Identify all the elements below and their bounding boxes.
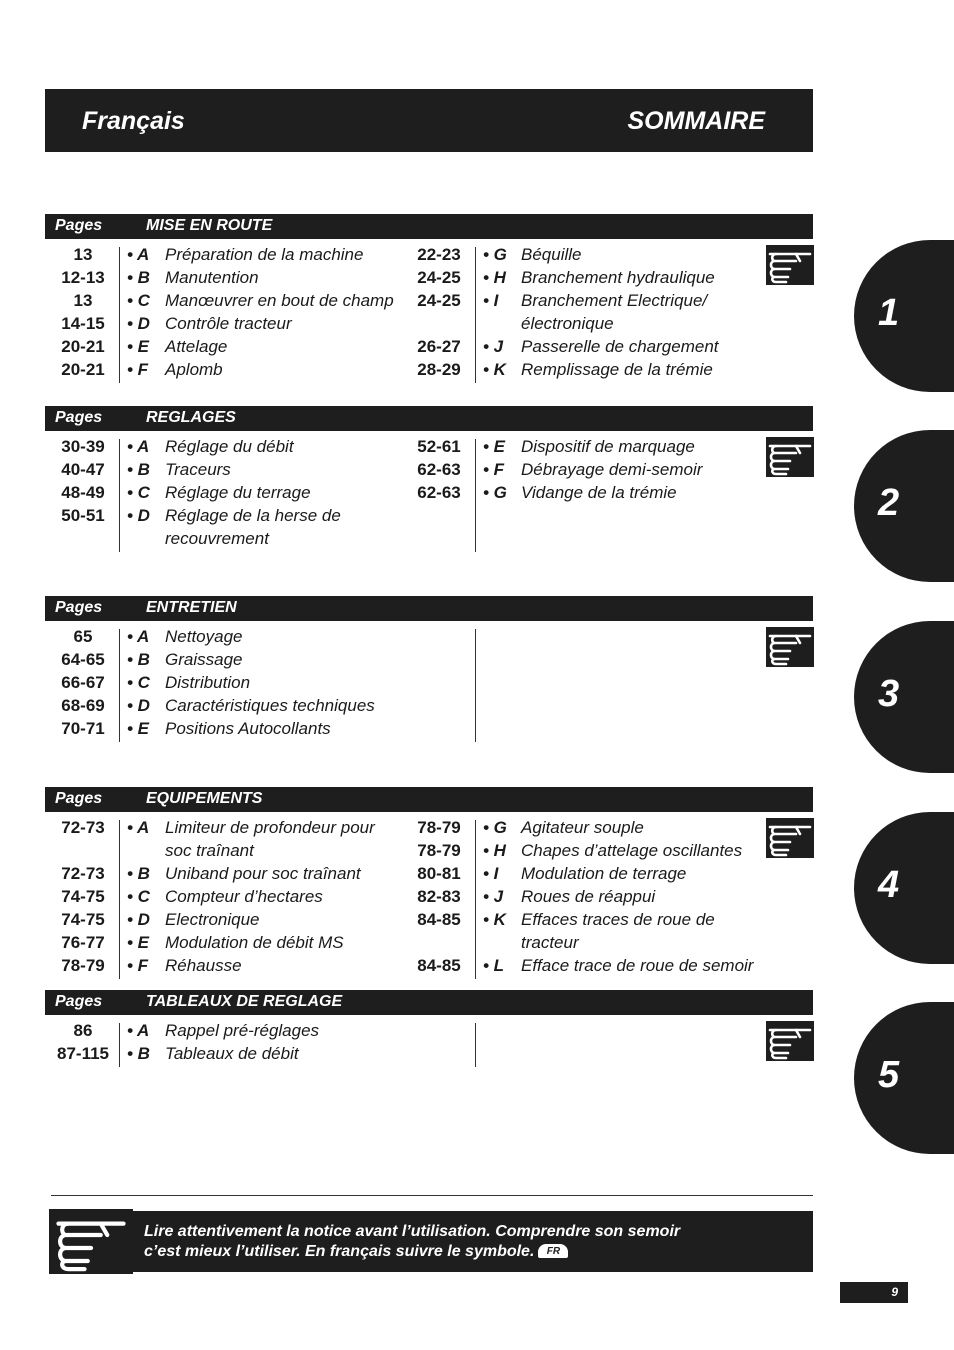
section-title: ENTRETIEN <box>146 599 237 616</box>
pointing-hand-icon <box>49 1209 133 1274</box>
page-range: 72-73 <box>61 864 105 883</box>
pages-label: Pages <box>55 409 103 426</box>
item-letter: • A <box>127 245 150 264</box>
page-number-box <box>840 1282 908 1303</box>
section-title: MISE EN ROUTE <box>146 217 273 234</box>
page-range: 80-81 <box>417 864 461 883</box>
item-label: Tableaux de débit <box>165 1044 299 1063</box>
item-label: Roues de réappui <box>521 887 656 906</box>
item-label: Branchement Electrique/ <box>521 291 708 310</box>
page-range: 13 <box>73 245 93 264</box>
fr-badge: FR <box>538 1244 568 1258</box>
section-header <box>45 990 813 1015</box>
item-letter: • B <box>127 268 150 287</box>
item-label: Manutention <box>165 268 259 287</box>
page-range: 24-25 <box>417 268 461 287</box>
footer-line-2 <box>144 1243 568 1261</box>
item-label: Graissage <box>165 650 243 669</box>
item-letter: • D <box>127 314 150 333</box>
footer-line-2-text: c’est mieux l’utiliser. En français suivre le symbole. <box>144 1243 535 1260</box>
item-label: Modulation de terrage <box>521 864 687 883</box>
item-letter: • E <box>127 719 150 738</box>
column-divider <box>475 439 476 552</box>
page-range: 52-61 <box>417 437 461 456</box>
item-label: Compteur d’hectares <box>165 887 323 906</box>
item-letter: • J <box>483 337 504 356</box>
column-divider <box>119 820 120 979</box>
page-range: 78-79 <box>417 841 461 860</box>
item-letter: • D <box>127 910 150 929</box>
item-letter: • G <box>483 483 507 502</box>
item-letter: • C <box>127 673 150 692</box>
item-letter: • E <box>127 337 150 356</box>
item-letter: • F <box>127 360 149 379</box>
section-header <box>45 596 813 621</box>
chapter-tab-number: 1 <box>878 292 900 334</box>
column-divider <box>119 247 120 383</box>
page-range: 86 <box>73 1021 93 1040</box>
chapter-tab-4[interactable] <box>854 812 954 964</box>
item-label: Traceurs <box>165 460 231 479</box>
pointing-hand-icon <box>766 627 814 667</box>
item-letter: • H <box>483 268 506 287</box>
footer-notice <box>49 1209 813 1274</box>
item-letter: • G <box>483 818 507 837</box>
item-letter: • A <box>127 627 150 646</box>
column-divider <box>475 629 476 742</box>
item-letter: • I <box>483 291 499 310</box>
item-label: Uniband pour soc traînant <box>165 864 361 883</box>
item-letter: • A <box>127 1021 150 1040</box>
column-divider <box>119 1023 120 1067</box>
page-range: 40-47 <box>61 460 105 479</box>
section-header <box>45 406 813 431</box>
item-label: Agitateur souple <box>521 818 644 837</box>
item-letter: • B <box>127 1044 150 1063</box>
page-range: 22-23 <box>417 245 461 264</box>
item-label: Caractéristiques techniques <box>165 696 375 715</box>
page-range: 78-79 <box>61 956 105 975</box>
page-range: 72-73 <box>61 818 105 837</box>
page-range: 66-67 <box>61 673 105 692</box>
pages-label: Pages <box>55 790 103 807</box>
page-range: 26-27 <box>417 337 461 356</box>
page-range: 74-75 <box>61 887 105 906</box>
item-label: Béquille <box>521 245 582 264</box>
item-letter: • B <box>127 864 150 883</box>
column-divider <box>475 247 476 383</box>
item-label: Aplomb <box>165 360 223 379</box>
item-label: Rappel pré-réglages <box>165 1021 320 1040</box>
page-range: 65 <box>73 627 93 646</box>
language-label: Français <box>82 107 185 135</box>
page-range: 84-85 <box>417 910 461 929</box>
footer-line-1: Lire attentivement la notice avant l’utilisation. Comprendre son semoir <box>144 1223 681 1240</box>
item-letter: • I <box>483 864 499 883</box>
page-range: 68-69 <box>61 696 105 715</box>
page-range: 14-15 <box>61 314 105 333</box>
item-label: Réglage de la herse de <box>165 506 341 525</box>
item-label: Limiteur de profondeur pour <box>165 818 375 837</box>
item-label: Positions Autocollants <box>165 719 331 738</box>
item-letter: • E <box>483 437 506 456</box>
item-letter: • C <box>127 483 150 502</box>
page-range: 84-85 <box>417 956 461 975</box>
chapter-tab-number: 4 <box>878 864 900 906</box>
item-label: Passerelle de chargement <box>521 337 719 356</box>
chapter-tab-3[interactable] <box>854 621 954 773</box>
page-range: 62-63 <box>417 483 461 502</box>
page-range: 48-49 <box>61 483 105 502</box>
page-range: 82-83 <box>417 887 461 906</box>
item-label: Débrayage demi-semoir <box>521 460 703 479</box>
section-title: TABLEAUX DE REGLAGE <box>146 993 343 1010</box>
page-title: SOMMAIRE <box>627 107 765 135</box>
item-label: Branchement hydraulique <box>521 268 715 287</box>
item-letter: • H <box>483 841 506 860</box>
item-letter: • G <box>483 245 507 264</box>
page-range: 24-25 <box>417 291 461 310</box>
item-label-continued: électronique <box>521 314 614 333</box>
item-letter: • K <box>483 910 506 929</box>
header-bar <box>45 89 813 152</box>
column-divider <box>119 439 120 552</box>
item-letter: • K <box>483 360 506 379</box>
item-label: Vidange de la trémie <box>521 483 677 502</box>
item-letter: • C <box>127 887 150 906</box>
item-label: Manœuvrer en bout de champ <box>165 291 394 310</box>
page-range: 76-77 <box>61 933 105 952</box>
item-label: Contrôle tracteur <box>165 314 292 333</box>
item-label: Dispositif de marquage <box>521 437 695 456</box>
item-label: Préparation de la machine <box>165 245 364 264</box>
page-range: 87-115 <box>57 1044 109 1063</box>
chapter-tab-2[interactable] <box>854 430 954 582</box>
page-range: 64-65 <box>61 650 105 669</box>
page-range: 70-71 <box>61 719 105 738</box>
footer-message <box>133 1211 813 1272</box>
page-range: 13 <box>73 291 93 310</box>
page-range: 28-29 <box>417 360 461 379</box>
item-label: Attelage <box>165 337 228 356</box>
item-letter: • C <box>127 291 150 310</box>
section-title: EQUIPEMENTS <box>146 790 263 807</box>
item-label-continued: tracteur <box>521 933 579 952</box>
item-label-continued: recouvrement <box>165 529 269 548</box>
pointing-hand-icon <box>766 1021 814 1061</box>
page-range: 12-13 <box>61 268 105 287</box>
item-letter: • A <box>127 818 150 837</box>
item-letter: • B <box>127 650 150 669</box>
item-label: Réglage du débit <box>165 437 294 456</box>
item-label: Nettoyage <box>165 627 243 646</box>
page-range: 62-63 <box>417 460 461 479</box>
column-divider <box>119 629 120 742</box>
chapter-tab-number: 5 <box>878 1054 900 1096</box>
item-letter: • F <box>483 460 505 479</box>
pages-label: Pages <box>55 599 103 616</box>
pointing-hand-icon <box>766 437 814 477</box>
item-label-continued: soc traînant <box>165 841 254 860</box>
item-letter: • E <box>127 933 150 952</box>
item-label: Distribution <box>165 673 251 692</box>
page-range: 20-21 <box>61 337 105 356</box>
item-label: Effaces traces de roue de <box>521 910 715 929</box>
page-number: 9 <box>891 1285 898 1299</box>
item-label: Réglage du terrage <box>165 483 311 502</box>
chapter-tab-number: 2 <box>878 482 900 524</box>
chapter-tab-number: 3 <box>878 673 900 715</box>
pointing-hand-icon <box>766 245 814 285</box>
item-letter: • A <box>127 437 150 456</box>
item-label: Electronique <box>165 910 260 929</box>
page-range: 20-21 <box>61 360 105 379</box>
section-title: REGLAGES <box>146 409 236 426</box>
item-letter: • D <box>127 506 150 525</box>
item-letter: • J <box>483 887 504 906</box>
chapter-tab-5[interactable] <box>854 1002 954 1154</box>
footer-divider <box>51 1195 813 1196</box>
page-range: 50-51 <box>61 506 105 525</box>
pointing-hand-icon <box>766 818 814 858</box>
item-letter: • L <box>483 956 505 975</box>
page-range: 78-79 <box>417 818 461 837</box>
column-divider <box>475 820 476 979</box>
item-label: Chapes d’attelage oscillantes <box>521 841 743 860</box>
item-letter: • D <box>127 696 150 715</box>
section-header <box>45 214 813 239</box>
item-label: Modulation de débit MS <box>165 933 344 952</box>
item-label: Remplissage de la trémie <box>521 360 713 379</box>
page-range: 74-75 <box>61 910 105 929</box>
item-letter: • B <box>127 460 150 479</box>
item-label: Réhausse <box>165 956 242 975</box>
pages-label: Pages <box>55 217 103 234</box>
page-range: 30-39 <box>61 437 105 456</box>
pages-label: Pages <box>55 993 103 1010</box>
item-label: Efface trace de roue de semoir <box>521 956 754 975</box>
item-letter: • F <box>127 956 149 975</box>
section-header <box>45 787 813 812</box>
chapter-tab-1[interactable] <box>854 240 954 392</box>
column-divider <box>475 1023 476 1067</box>
